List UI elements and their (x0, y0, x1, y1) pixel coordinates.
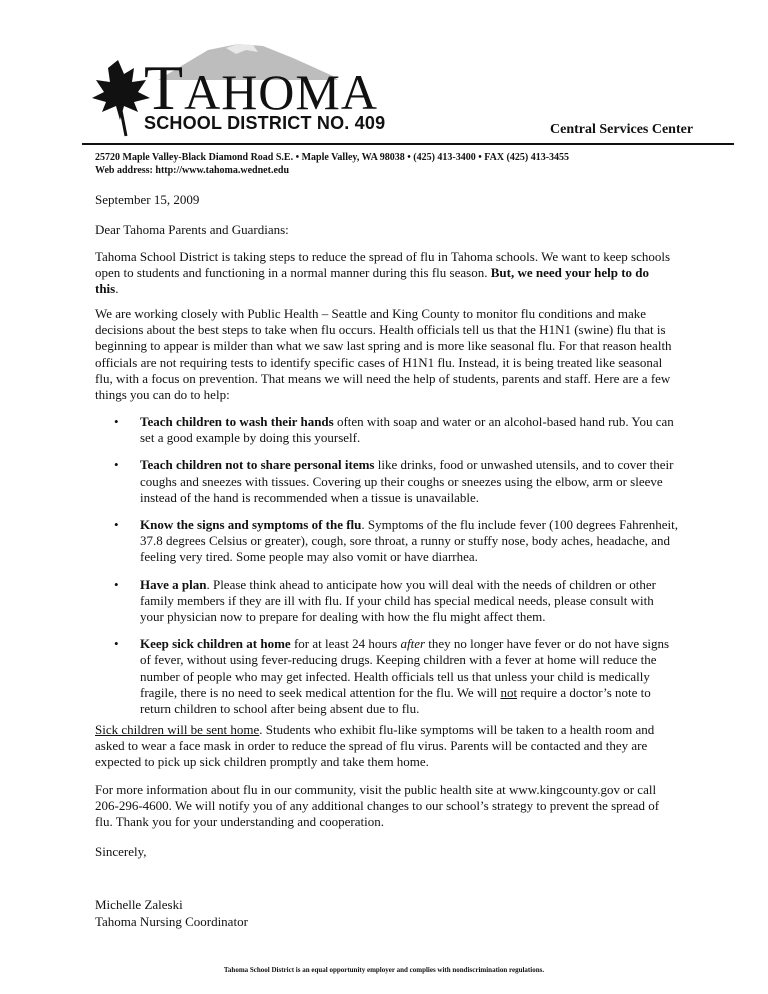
list-item: • Teach children not to share personal items like drinks, food or unwashed utensils, and to cover their coughs and sneezes with tissues. Covering up their coughs or sneezes using the elbow, arm or sleeve instead of the hand is recommended when a tissue is unavailable. (114, 457, 674, 505)
list-item: • Know the signs and symptoms of the flu. Symptoms of the flu include fever (100 degrees Fahrenheit, 37.8 degrees Celsius or greater), cough, sore throat, a runny or stuffy nose, body aches, headache, and feeling very tired. Some people may also vomit or have diarrhea. (114, 517, 679, 565)
logo-subtitle: SCHOOL DISTRICT NO. 409 (144, 113, 386, 133)
header-divider (82, 143, 734, 145)
office-name: Central Services Center (550, 122, 694, 137)
logo-wordmark: TAHOMA (144, 52, 378, 123)
list-item: • Keep sick children at home for at least 24 hours after they no longer have fever or do not have signs of fever, without using fever-reducing drugs. Keeping children with a fever at home will reduce the number of people who may get infected. Health officials tell us that unless your child is medically fragile, there is no need to seek medical attention for the flu. We will not require a doctor’s note to return children to school after being absent due to flu. (114, 636, 670, 717)
tips-list (95, 414, 680, 717)
footer-note: Tahoma School District is an equal opportunity employer and complies with nondiscrimination regulations. (223, 966, 545, 974)
sick-policy-paragraph: Sick children will be sent home. Students who exhibit flu-like symptoms will be taken to a health room and asked to wear a face mask in order to reduce the spread of flu virus. Parents will be contacted and they are expected to pick up sick children promptly and take them home. (95, 722, 655, 770)
list-item: • Teach children to wash their hands often with soap and water or an alcohol-based hand rub. You can set a good example by doing this yourself. (114, 414, 674, 446)
closing: Sincerely, (95, 844, 147, 859)
health-paragraph: We are working closely with Public Health – Seattle and King County to monitor flu conditions and make decisions about the best steps to take when flu occurs. Health officials tell us that the H1N1 (swine) flu that is beginning to appear is milder than what we saw last spring and is more like seasonal flu. For that reason health officials are not requiring tests to identify specific cases of H1N1 flu. Instead, it is being treated like seasonal flu, with a focus on prevention. That means we will need the help of students, parents and staff. Here are a few things you can do to help: (95, 306, 672, 403)
signer-title: Tahoma Nursing Coordinator (95, 914, 248, 929)
address-block (95, 151, 715, 177)
intro-paragraph: Tahoma School District is taking steps to reduce the spread of flu in Tahoma schools. We want to keep schools open to students and functioning in a normal manner during this flu season. But, we need your help to do this. (95, 249, 671, 297)
info-paragraph: For more information about flu in our community, visit the public health site at www.kingcounty.gov or call 206-296-4600. We will notify you of any additional changes to our school’s strategy to prevent the spread of flu. Thank you for your understanding and cooperation. (95, 782, 660, 830)
address-line: 25720 Maple Valley-Black Diamond Road S.E. • Maple Valley, WA 98038 • (425) 413-3400 • FAX (425) 413-3455 (95, 152, 570, 163)
district-logo (88, 40, 386, 140)
signer-name: Michelle Zaleski (95, 897, 183, 912)
letter-date: September 15, 2009 (95, 192, 200, 207)
salutation: Dear Tahoma Parents and Guardians: (95, 222, 289, 237)
list-item: • Have a plan. Please think ahead to anticipate how you will deal with the needs of children or other family members if they are ill with flu. If your child has special medical needs, please consult with your physician now to prepare for dealing with how the flu might affect them. (114, 576, 656, 625)
web-address: Web address: http://www.tahoma.wednet.edu (95, 165, 289, 176)
